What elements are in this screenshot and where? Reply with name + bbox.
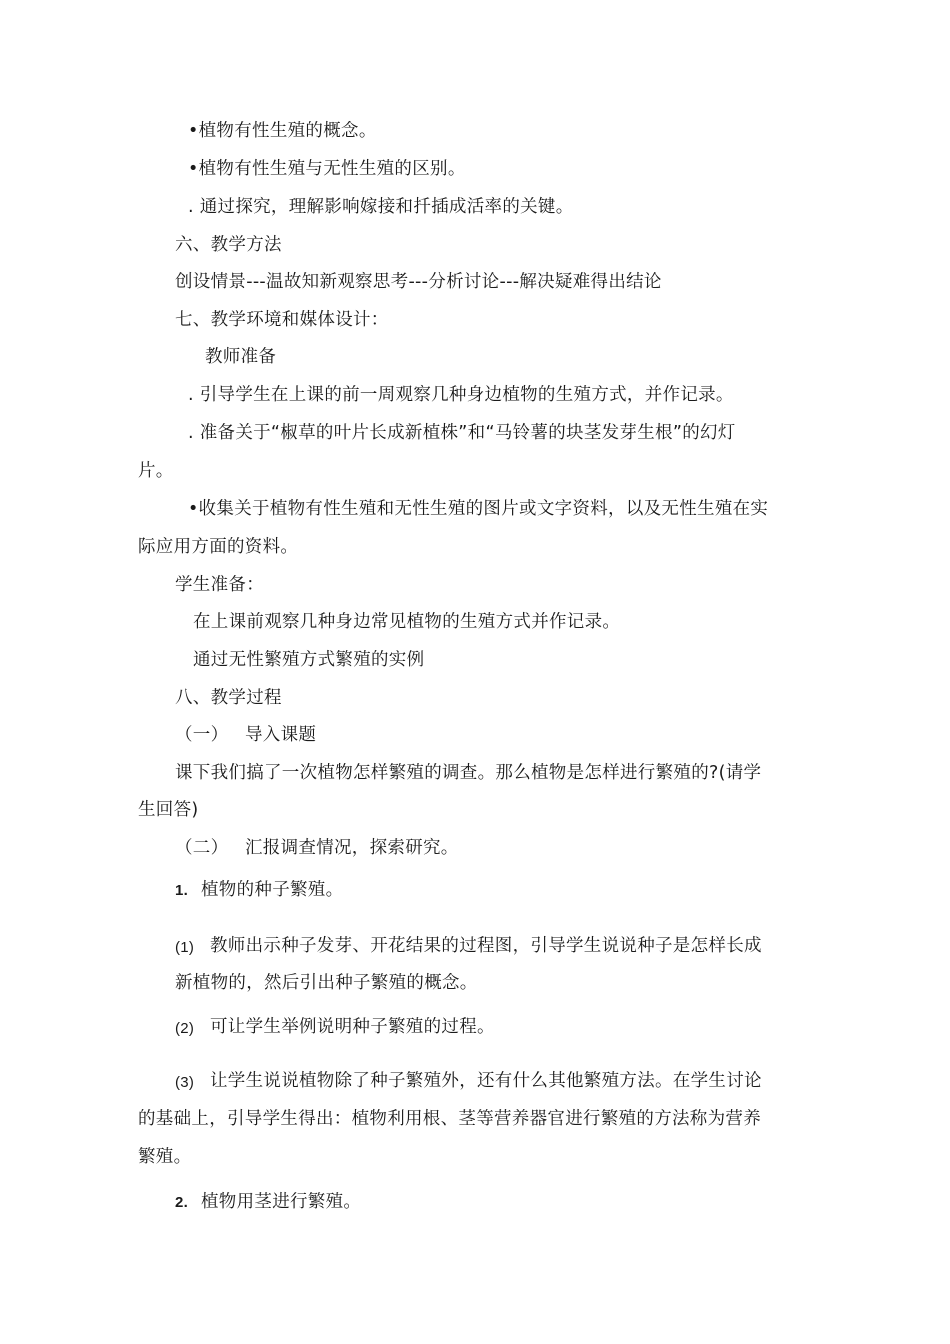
text-line: 的基础上，引导学生得出：植物利用根、茎等营养器官进行繁殖的方法称为营养	[138, 1109, 761, 1129]
text-line: 繁殖。	[138, 1147, 192, 1167]
subsection-number: （二）	[175, 838, 229, 858]
text-line: 可让学生举例说明种子繁殖的过程。	[210, 1017, 495, 1037]
text-line: •收集关于植物有性生殖和无性生殖的图片或文字资料，以及无性生殖在实	[188, 499, 769, 519]
text-line: 片。	[138, 461, 174, 481]
text-line: 让学生说说植物除了种子繁殖外，还有什么其他繁殖方法。在学生讨论	[210, 1071, 762, 1091]
item-number: 1.	[175, 882, 189, 899]
subsection-title: 汇报调查情况，探索研究。	[245, 838, 459, 858]
item-number: (3)	[175, 1074, 195, 1091]
item-number: 2.	[175, 1194, 189, 1211]
text-line: •植物有性生殖与无性生殖的区别。	[188, 159, 466, 179]
text-line: 新植物的，然后引出种子繁殖的概念。	[175, 973, 478, 993]
subsection-title: 导入课题	[245, 725, 317, 745]
text-line: . 通过探究，理解影响嫁接和扦插成活率的关键。	[188, 197, 574, 217]
text-line: 际应用方面的资料。	[138, 537, 299, 557]
subheading: 教师准备	[205, 347, 277, 367]
item-number: (2)	[175, 1020, 195, 1037]
item-title: 植物的种子繁殖。	[201, 880, 344, 900]
section-heading: 七、教学环境和媒体设计：	[175, 310, 389, 330]
subheading: 学生准备：	[175, 575, 264, 595]
section-heading: 六、教学方法	[175, 235, 282, 255]
text-line: 通过无性繁殖方式繁殖的实例	[193, 650, 425, 670]
section-heading: 八、教学过程	[175, 688, 282, 708]
text-line: 教师出示种子发芽、开花结果的过程图，引导学生说说种子是怎样长成	[210, 936, 762, 956]
text-line: . 引导学生在上课的前一周观察几种身边植物的生殖方式，并作记录。	[188, 385, 734, 405]
text-line: 课下我们搞了一次植物怎样繁殖的调查。那么植物是怎样进行繁殖的?(请学	[175, 763, 762, 783]
text-line: 创设情景---温故知新观察思考---分析讨论---解决疑难得出结论	[175, 272, 662, 292]
text-line: •植物有性生殖的概念。	[188, 121, 377, 141]
text-line: . 准备关于“椒草的叶片长成新植株”和“马铃薯的块茎发芽生根”的幻灯	[188, 423, 736, 443]
subsection-number: （一）	[175, 725, 229, 745]
item-title: 植物用茎进行繁殖。	[201, 1192, 362, 1212]
item-number: (1)	[175, 939, 195, 956]
text-line: 在上课前观察几种身边常见植物的生殖方式并作记录。	[193, 612, 621, 632]
text-line: 生回答)	[138, 800, 199, 820]
